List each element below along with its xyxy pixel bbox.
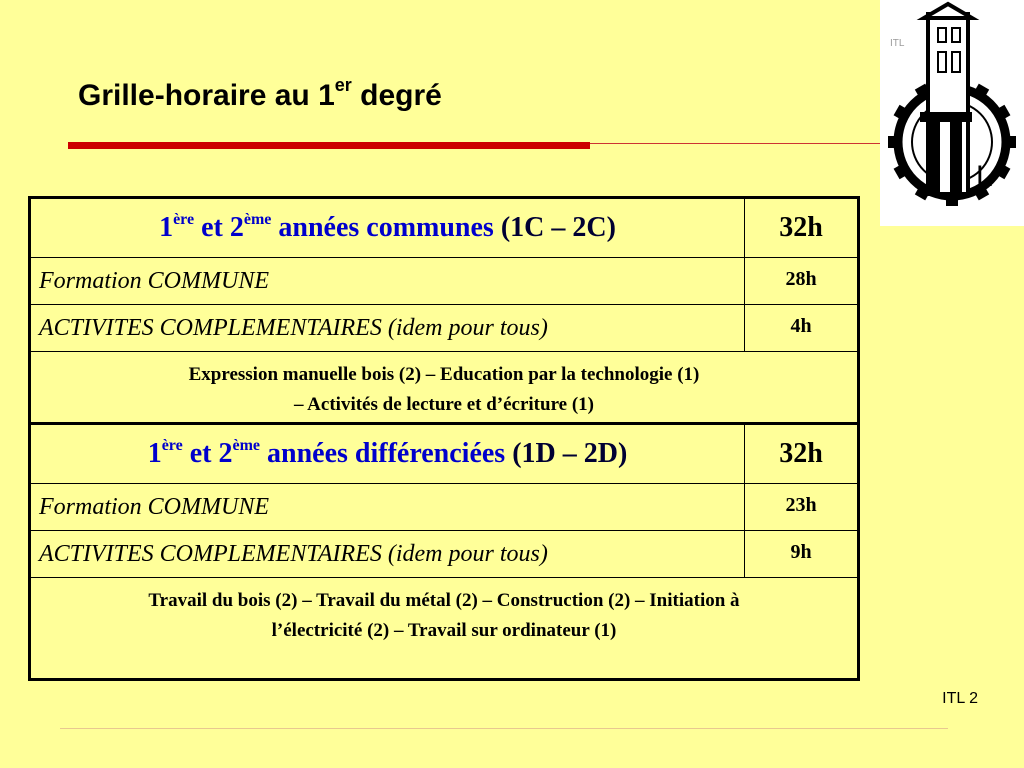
row-label: ACTIVITES COMPLEMENTAIRES (idem pour tous): [30, 305, 745, 352]
detail-row: [30, 578, 859, 680]
title-underline-bar: [68, 142, 590, 149]
table-row: [30, 484, 859, 531]
slide-title: [78, 75, 442, 113]
row-label: ACTIVITES COMPLEMENTAIRES (idem pour tous): [30, 531, 745, 578]
activity-details: [30, 578, 859, 680]
schedule-table: [28, 196, 860, 681]
detail-line: Expression manuelle bois (2) – Education par la technologie (1): [188, 364, 700, 385]
section-total-hours: 32h: [745, 424, 859, 484]
table-row: [30, 531, 859, 578]
logo-letters: ITL: [890, 38, 905, 49]
footer-divider: [60, 728, 948, 729]
slide-number: ITL 2: [942, 690, 978, 707]
row-hours: 4h: [745, 305, 859, 352]
row-hours: 23h: [745, 484, 859, 531]
detail-line: – Activités de lecture et d’écriture (1): [293, 394, 594, 415]
detail-line: l’électricité (2) – Travail sur ordinateur (1): [271, 620, 617, 641]
table-row: [30, 258, 859, 305]
title-underline-line: [590, 143, 882, 144]
row-hours: 9h: [745, 531, 859, 578]
itl-logo-graphic: [880, 0, 1024, 226]
section-total-hours: 32h: [745, 198, 859, 258]
activity-details: [30, 352, 859, 424]
detail-line: Travail du bois (2) – Travail du métal (2) – Construction (2) – Initiation à: [148, 590, 740, 611]
section-header-row: [30, 198, 859, 258]
title-superscript: er: [334, 75, 352, 95]
section-header-row: [30, 424, 859, 484]
section-title: 1ère et 2ème années différenciées (1D – 2D): [30, 424, 745, 484]
title-text-end: degré: [351, 79, 442, 112]
row-label: Formation COMMUNE: [30, 258, 745, 305]
row-label: Formation COMMUNE: [30, 484, 745, 531]
row-hours: 28h: [745, 258, 859, 305]
itl-logo: [880, 0, 1024, 226]
detail-row: [30, 352, 859, 424]
section-title: 1ère et 2ème années communes (1C – 2C): [30, 198, 745, 258]
title-text: Grille-horaire au 1: [78, 79, 335, 112]
table-row: [30, 305, 859, 352]
svg-text:L: L: [976, 160, 993, 193]
